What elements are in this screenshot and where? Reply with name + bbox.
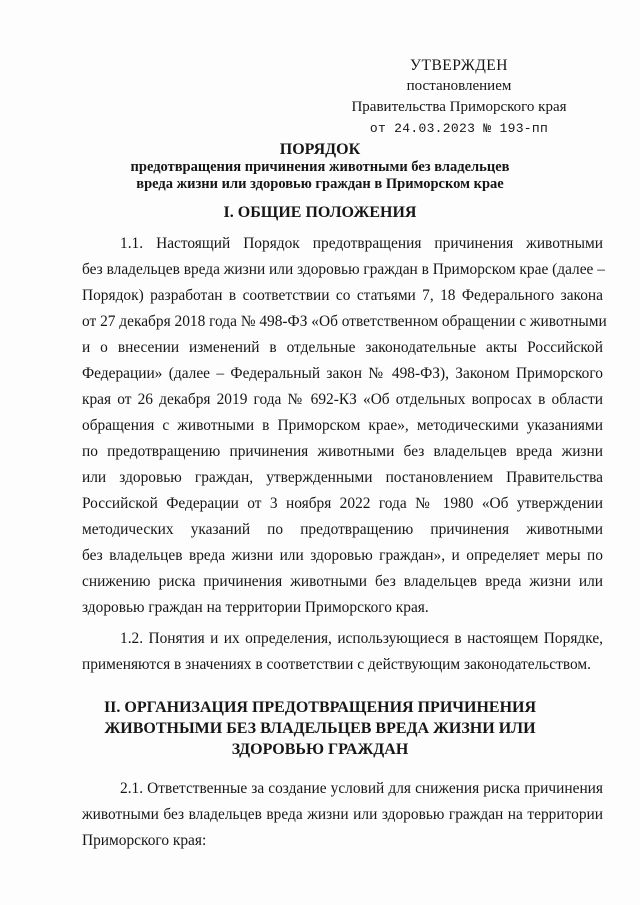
text-line: или здоровью граждан, утвержденными постановлением Правительства	[82, 469, 603, 486]
text-line: 1.1. Настоящий Порядок предотвращения причинения животными	[120, 235, 603, 252]
text-line: обращения с животными в Приморском крае», методическими указаниями	[82, 417, 603, 434]
approval-line-2: Правительства Приморского края	[351, 99, 567, 115]
text-line: и о внесении изменений в отдельные законодательные акты Российской	[82, 339, 603, 356]
document-title	[0, 140, 640, 193]
approval-heading: УТВЕРЖДЕН	[410, 57, 508, 74]
approval-date-number: от 24.03.2023 № 193-пп	[369, 121, 549, 136]
approval-line-1: постановлением	[406, 78, 512, 94]
section-2-heading	[0, 697, 640, 760]
section-1-heading: I. ОБЩИЕ ПОЛОЖЕНИЯ	[223, 204, 417, 221]
title-subtitle-line-1: предотвращения причинения животными без владельцев	[130, 159, 510, 175]
text-line: животными без владельцев вреда жизни или здоровью граждан на территории	[82, 806, 603, 823]
paragraph-1-2	[82, 626, 603, 678]
paragraph-2-1	[82, 776, 603, 854]
text-line: Российской Федерации от 3 ноября 2022 года № 1980 «Об утверждении	[82, 495, 603, 512]
text-line: без владельцев вреда жизни или здоровью граждан», и определяет меры по	[82, 547, 603, 564]
text-line: здоровью граждан на территории Приморского края.	[82, 599, 429, 616]
section-2-heading-line-2: ЖИВОТНЫМИ БЕЗ ВЛАДЕЛЬЦЕВ ВРЕДА ЖИЗНИ ИЛИ	[104, 720, 536, 737]
text-line: Приморского края:	[82, 832, 207, 849]
text-line: Порядок) разработан в соответствии со статьями 7, 18 Федерального закона	[82, 287, 603, 304]
text-line: от 27 декабря 2018 года № 498-ФЗ «Об ответственном обращении с животными	[82, 313, 607, 330]
text-line: 2.1. Ответственные за создание условий для снижения риска причинения	[120, 780, 603, 797]
text-line: 1.2. Понятия и их определения, использующиеся в настоящем Порядке,	[120, 630, 603, 647]
section-2-heading-line-3: ЗДОРОВЬЮ ГРАЖДАН	[231, 741, 409, 758]
paragraph-1-1	[82, 231, 607, 621]
title-subtitle-line-2: вреда жизни или здоровью граждан в Приморском крае	[136, 176, 504, 192]
text-line: по предотвращению причинения животными без владельцев вреда жизни	[82, 443, 603, 460]
text-line: Федерации» (далее – Федеральный закон № 498-ФЗ), Законом Приморского	[82, 365, 603, 382]
text-line: применяются в значениях в соответствии с действующим законодательством.	[82, 656, 592, 673]
text-line: края от 26 декабря 2019 года № 692-КЗ «Об отдельных вопросах в области	[82, 391, 603, 408]
text-line: методических указаний по предотвращению причинения животными	[82, 521, 603, 538]
approval-block	[334, 56, 584, 139]
section-2-heading-line-1: II. ОРГАНИЗАЦИЯ ПРЕДОТВРАЩЕНИЯ ПРИЧИНЕНИЯ	[103, 699, 537, 716]
text-line: без владельцев вреда жизни или здоровью граждан в Приморском крае (далее –	[82, 261, 605, 278]
title-main: ПОРЯДОК	[279, 141, 361, 158]
text-line: снижению риска причинения животными без владельцев вреда жизни или	[82, 573, 603, 590]
